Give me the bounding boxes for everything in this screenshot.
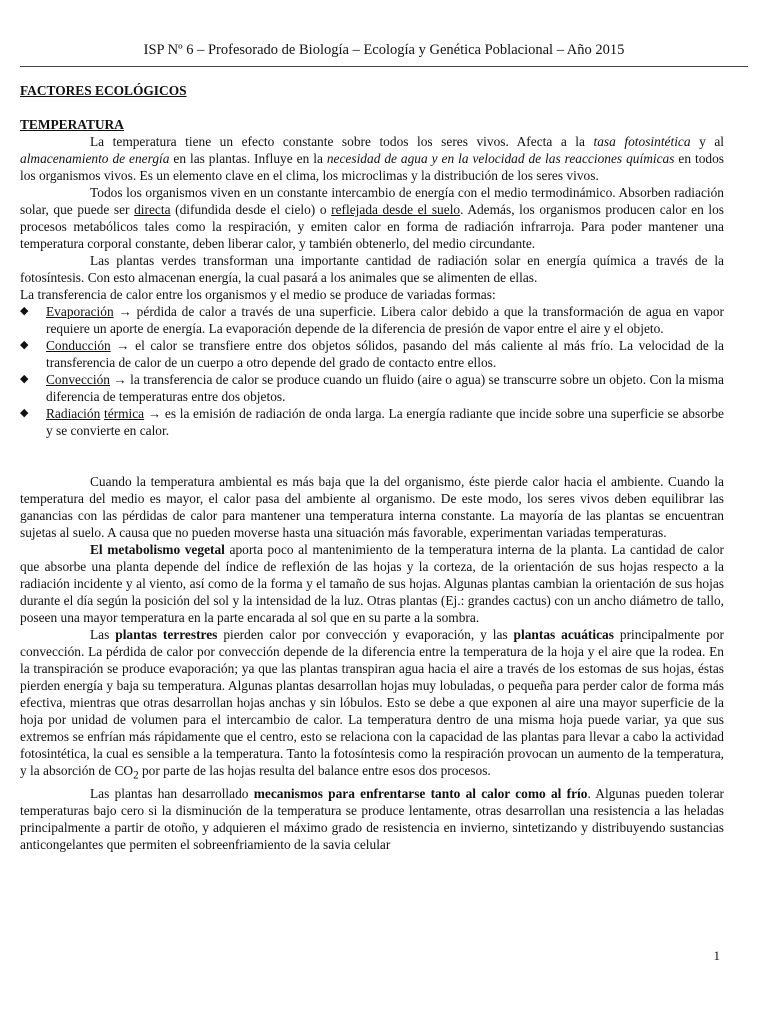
list-item-term: Evaporación: [46, 304, 114, 319]
bullet-diamond-icon: ◆: [20, 305, 29, 317]
list-item: [20, 337, 724, 371]
list-item-term: Radiación: [46, 406, 101, 421]
header-rule: [20, 66, 748, 67]
p2-term: reflejada desde el suelo: [331, 202, 461, 217]
p7-text: principalmente por convección. La pérdida de calor por convección depende de la diferencia entre la temperatura de la hoja y el aire que la rodea. En la transpiración se produce evaporación; ya que las plantas transpiran agua hacia el aire a través de los estomas de sus hojas, éstas pierden energía y baja su temperatura. Algunas plantas desarrollan hojas muy lobuladas, o pequeña para perder calor de forma más efectiva, mientras que otras desarrollan hojas anchas y sin lóbulos. Esto se debe a que exponen al aire una mayor superficie de la hoja por unidad de volumen para el intercambio de calor. La temperatura dentro de una misma hoja puede variar, ya que sus extremos se enfrían más rápidamente que el centro, esto se relaciona con la capacidad de las plantas para llevar a cabo la actividad fotosintética, la cual es sensible a la temperatura. Tanto la fotosíntesis como la respiración provocan un aumento de la temperatura, y la absorción de CO: [20, 627, 724, 778]
list-item: [20, 405, 724, 439]
p1-text: y al: [690, 134, 724, 149]
list-item: [20, 303, 724, 337]
subsection-title: TEMPERATURA: [20, 117, 124, 132]
p6-text: aporta poco al mantenimiento de la temperatura interna de la planta. La cantidad de calor que absorbe una planta depende del índice de reflexión de las hojas y la corteza, de la orientación de sus hojas respecto a la radiación incidente y al viento, así como de la forma y el tamaño de sus hojas. Algunas plantas cambian la orientación de sus hojas durante el día según la posición del sol y la intensidad de la luz. Otras plantas (Ej.: grandes cactus) con un ancho diámetro de tallo, poseen una mayor temperatura en la parte encarada al sol que en su parte a la sombra.: [20, 542, 724, 625]
list-item-text: → el calor se transfiere entre dos objetos sólidos, pasando del más caliente al más frío. La velocidad de la transferencia de calor de un cuerpo a otro depende del grado de contacto entre ellos.: [46, 338, 724, 370]
paragraph-7: [20, 626, 724, 785]
p8-text: Las plantas han desarrollado: [90, 785, 254, 801]
paragraph-4: La transferencia de calor entre los organismos y el medio se produce de variadas formas:: [20, 287, 496, 302]
paragraph-8: [20, 785, 724, 853]
page-header: ISP Nº 6 – Profesorado de Biología – Ecología y Genética Poblacional – Año 2015: [143, 42, 625, 58]
p8-term: mecanismos para enfrentarse tanto al calor como al frío: [253, 785, 588, 801]
p7-text: Las: [90, 627, 116, 642]
p6-term: El metabolismo vegetal: [90, 542, 225, 557]
p8-text: . Algunas pueden tolerar temperaturas bajo cero si la disminución de la temperatura se produce lentamente, otras desarrollan una resistencia a las heladas principalmente a partir de otoño, y adquieren el máximo grado de resistencia en invierno, sintetizando y distribuyendo sustancias anticongelantes que permiten el sobreenfriamiento de la savia celular: [20, 785, 724, 852]
bullet-diamond-icon: ◆: [20, 373, 29, 385]
p7-text: por parte de las hojas resulta del balance entre esos dos procesos.: [138, 763, 491, 778]
list-item-term: térmica: [103, 406, 145, 421]
bullet-diamond-icon: ◆: [20, 339, 29, 351]
p2-text: (difundida desde el cielo) o: [170, 202, 332, 217]
spacer: [20, 456, 724, 473]
bullet-diamond-icon: ◆: [20, 407, 29, 419]
p1-term: necesidad de agua y en la velocidad de las reacciones químicas: [326, 151, 675, 166]
paragraph-6: [20, 541, 724, 626]
p7-term: plantas acuáticas: [513, 627, 614, 642]
paragraph-5: Cuando la temperatura ambiental es más baja que la del organismo, éste pierde calor hacia el ambiente. Cuando la temperatura del medio es mayor, el calor pasa del ambiente al organismo. De este modo, los seres vivos deben equilibrar las ganancias con las pérdidas de calor para mantener una temperatura interna constante. La mayoría de las plantas se encuentran sujetas al suelo. A causa que no pueden moverse hasta una situación más favorable, experimentan variadas temperaturas.: [20, 474, 724, 540]
paragraph-1: [20, 133, 724, 184]
list-item-text: → pérdida de calor a través de una superficie. Libera calor debido a que la transformación de agua en vapor requiere un aporte de energía. La evaporación depende de la diferencia de presión de vapor entre el aire y el objeto.: [46, 304, 724, 336]
list-item-text: → la transferencia de calor se produce cuando un fluido (aire o agua) se transcurre sobre un objeto. Con la misma diferencia de temperaturas entre dos objetos.: [46, 372, 724, 404]
list-item: [20, 371, 724, 405]
p2-text: . Además, los organismos producen calor en los procesos metabólicos tales como la respiración, y emiten calor en forma de radiación infrarroja. Para poder mantener una temperatura corporal constante, deben liberar calor, y también obtenerlo, del medio circundante.: [20, 202, 724, 251]
page-number: 1: [713, 948, 720, 963]
list-item-text: → es la emisión de radiación de onda larga. La energía radiante que incide sobre una superficie se absorbe y se convierte en calor.: [46, 406, 724, 438]
p2-term: directa: [134, 202, 171, 217]
p1-text: La temperatura tiene un efecto constante sobre todos los seres vivos. Afecta a la: [90, 134, 594, 149]
p7-text: pierden calor por convección y evaporación, y las: [217, 627, 514, 642]
p1-text: en las plantas. Influye en la: [169, 151, 327, 166]
paragraph-3: [20, 252, 724, 286]
list-item-term: Convección: [46, 372, 110, 387]
spacer: [20, 439, 724, 456]
co2-subscript: 2: [133, 769, 139, 782]
heat-transfer-list: [20, 303, 724, 439]
p1-text: en todos los organismos vivos. Es un elemento clave en el clima, los microclimas y la distribución de los seres vivos.: [20, 151, 724, 183]
p7-term: plantas terrestres: [115, 627, 218, 642]
p3-text: Las plantas verdes transforman una importante cantidad de radiación solar en energía química a través de la fotosíntesis. Con esto almacenan energía, la cual pasará a los animales que se alimenten de ellas.: [20, 253, 724, 285]
section-title: FACTORES ECOLÓGICOS: [20, 83, 187, 98]
p1-term: tasa fotosintética: [593, 134, 691, 149]
paragraph-2: [20, 184, 724, 252]
p1-term: almacenamiento de energía: [20, 151, 170, 166]
p2-text: Todos los organismos viven en un constante intercambio de energía con el medio termodinámico. Absorben radiación solar, que puede ser: [20, 185, 724, 217]
list-item-term: Conducción: [46, 338, 111, 353]
page-content: [20, 82, 724, 853]
